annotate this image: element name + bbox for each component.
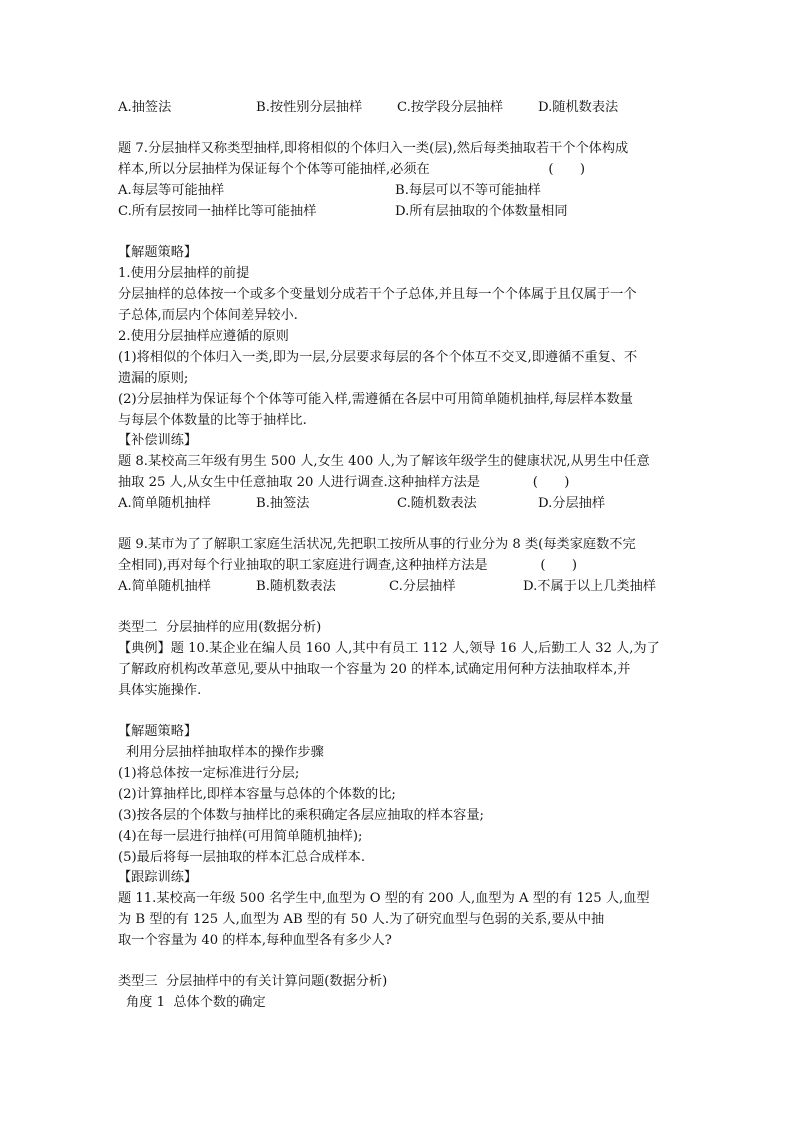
q7-option-c: C.所有层按同一抽样比等可能抽样 bbox=[118, 204, 317, 219]
practice-heading-1: 【补偿训练】 bbox=[118, 433, 198, 448]
q11-line-3: 取一个容量为 40 的样本,每种血型各有多少人? bbox=[118, 933, 392, 948]
strategy1-line: 与每层个体数量的比等于抽样比. bbox=[118, 413, 307, 428]
strategy1-line: 1.使用分层抽样的前提 bbox=[118, 266, 250, 281]
strategy1-line: 分层抽样的总体按一个或多个变量划分成若干个子总体,并且每一个个体属于且仅属于一个 bbox=[118, 287, 637, 302]
strategy1-line: 子总体,而层内个体间差异较小. bbox=[118, 308, 298, 323]
q11-line-2: 为 B 型的有 125 人,血型为 AB 型的有 50 人.为了研究血型与色弱的关系,要从中抽 bbox=[118, 912, 605, 927]
q6-option-b: B.按性别分层抽样 bbox=[256, 100, 363, 115]
q9-line-2: 全相同),再对每个行业抽取的职工家庭进行调查,这种抽样方法是 ( ) bbox=[118, 558, 578, 573]
example-line-2: 了解政府机构改革意见,要从中抽取一个容量为 20 的样本,试确定用何种方法抽取样本,并 bbox=[118, 662, 631, 677]
practice-heading-2: 【跟踪训练】 bbox=[118, 870, 198, 885]
q7-option-d: D.所有层抽取的个体数量相同 bbox=[395, 204, 568, 219]
q6-option-a: A.抽签法 bbox=[118, 100, 172, 115]
strategy1-line: 2.使用分层抽样应遵循的原则 bbox=[118, 329, 289, 344]
strategy1-line: (2)分层抽样为保证每个个体等可能入样,需遵循在各层中可用简单随机抽样,每层样本数量 bbox=[118, 392, 633, 407]
strategy-heading-1: 【解题策略】 bbox=[118, 245, 198, 260]
angle-title: 角度 1 总体个数的确定 bbox=[126, 995, 266, 1010]
q8-option-a: A.简单随机抽样 bbox=[118, 496, 211, 511]
q9-option-a: A.简单随机抽样 bbox=[118, 579, 211, 594]
q8-line-2: 抽取 25 人,从女生中任意抽取 20 人进行调查.这种抽样方法是 ( ) bbox=[118, 475, 570, 490]
strategy2-step: (4)在每一层进行抽样(可用简单随机抽样); bbox=[118, 829, 363, 844]
section-title-type2: 类型二 分层抽样的应用(数据分析) bbox=[118, 620, 322, 635]
q8-option-b: B.抽签法 bbox=[256, 496, 310, 511]
strategy1-line: (1)将相似的个体归入一类,即为一层,分层要求每层的各个个体互不交叉,即遵循不重复、不 bbox=[118, 350, 638, 365]
q7-line-2: 样本,所以分层抽样为保证每个个体等可能抽样,必须在 ( ) bbox=[118, 162, 586, 177]
q9-option-b: B.随机数表法 bbox=[256, 579, 336, 594]
strategy2-subtitle: 利用分层抽样抽取样本的操作步骤 bbox=[126, 745, 324, 760]
example-line-3: 具体实施操作. bbox=[118, 683, 202, 698]
example-line-1: 【典例】题 10.某企业在编人员 160 人,其中有员工 112 人,领导 16 人,后勤工人 32 人,为了 bbox=[118, 641, 660, 656]
strategy2-step: (5)最后将每一层抽取的样本汇总合成样本. bbox=[118, 850, 366, 865]
section-title-type3: 类型三 分层抽样中的有关计算问题(数据分析) bbox=[118, 974, 388, 989]
q7-option-b: B.每层可以不等可能抽样 bbox=[395, 183, 541, 198]
q11-line-1: 题 11.某校高一年级 500 名学生中,血型为 O 型的有 200 人,血型为 A 型的有 125 人,血型 bbox=[118, 891, 650, 906]
q8-option-d: D.分层抽样 bbox=[538, 496, 606, 511]
q6-option-c: C.按学段分层抽样 bbox=[397, 100, 504, 115]
q8-line-1: 题 8.某校高三年级有男生 500 人,女生 400 人,为了解该年级学生的健康状况,从男生中任意 bbox=[118, 454, 650, 469]
q7-line-1: 题 7.分层抽样又称类型抽样,即将相似的个体归入一类(层),然后每类抽取若干个个体构成 bbox=[118, 141, 629, 156]
strategy2-step: (3)按各层的个体数与抽样比的乘积确定各层应抽取的样本容量; bbox=[118, 808, 484, 823]
q8-option-c: C.随机数表法 bbox=[397, 496, 477, 511]
strategy-heading-2: 【解题策略】 bbox=[118, 724, 198, 739]
q9-option-c: C.分层抽样 bbox=[389, 579, 456, 594]
q7-option-a: A.每层等可能抽样 bbox=[118, 183, 225, 198]
strategy1-line: 遗漏的原则; bbox=[118, 371, 189, 386]
q9-line-1: 题 9.某市为了了解职工家庭生活状况,先把职工按所从事的行业分为 8 类(每类家庭数不完 bbox=[118, 537, 636, 552]
strategy2-step: (1)将总体按一定标准进行分层; bbox=[118, 766, 300, 781]
strategy2-step: (2)计算抽样比,即样本容量与总体的个体数的比; bbox=[118, 787, 396, 802]
q6-option-d: D.随机数表法 bbox=[538, 100, 619, 115]
q9-option-d: D.不属于以上几类抽样 bbox=[523, 579, 656, 594]
